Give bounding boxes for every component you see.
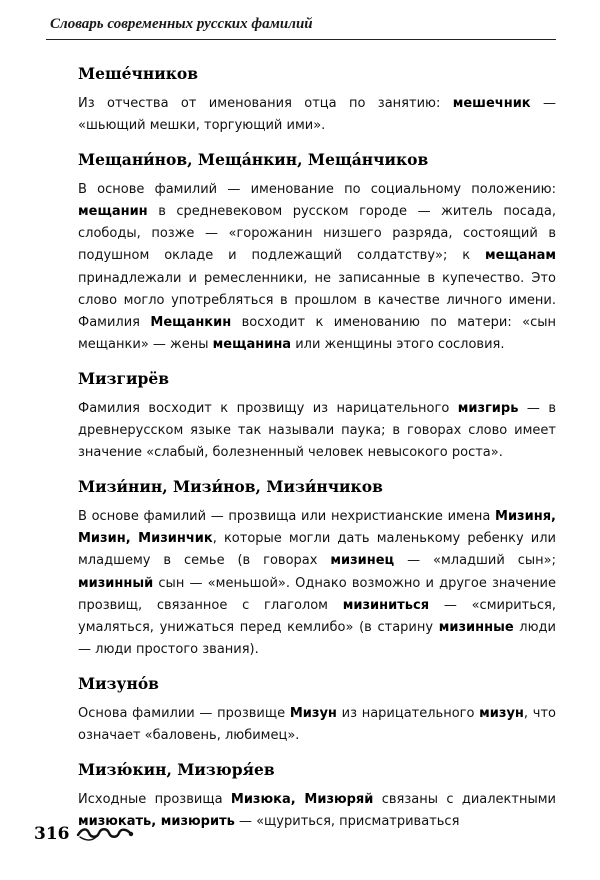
- dictionary-entry: [78, 477, 556, 661]
- entry-term: Мизиня, Мизин, Мизинчик: [78, 509, 556, 547]
- entry-term: мизинец: [330, 553, 395, 569]
- entry-text-run: восходит к именованию по матери: «сын мещанки» — жены: [78, 314, 556, 352]
- entry-title: Мизи́нин, Мизи́нов, Мизи́нчиков: [78, 477, 383, 497]
- entry-text-run: сын — «меньшой». Однако возможно и другое значение прозвищ, связанное с глаголом: [78, 575, 556, 613]
- entry-text-run: , что означает «баловень, любимец».: [78, 705, 556, 743]
- entry-title: Мизгирёв: [78, 368, 170, 388]
- page-number: 316: [34, 824, 70, 844]
- entry-title: Мизуно́в: [78, 673, 159, 693]
- entry-text-run: Из отчества от именования отца по занятию:: [78, 96, 453, 111]
- entry-text-run: в средневековом русском городе — житель посада, слободы, позже — «горожанин низшего разряда, состоящий в подушном окладе и подлежащий солдатству»; к: [78, 204, 556, 264]
- entry-text: [78, 789, 556, 833]
- entry-text-run: Фамилия восходит к прозвищу из нарицательного: [78, 400, 458, 416]
- entry-text-run: В основе фамилий — именование по социальному положению:: [78, 182, 556, 198]
- entry-term: мешечник: [452, 96, 531, 111]
- decorative-swirl-icon: [76, 826, 134, 842]
- entry-text-run: или женщины этого сословия.: [291, 336, 505, 352]
- entry-title: Меше́чников: [78, 64, 199, 83]
- entry-text-run: связаны с диалектными: [373, 792, 556, 808]
- dictionary-entry: [78, 674, 556, 747]
- entry-term: Мизун: [289, 705, 337, 721]
- entry-text-run: из нарицательного: [336, 705, 480, 721]
- entry-text-run: — «щуриться, присматриваться: [234, 814, 460, 830]
- entry-term: мизун: [479, 705, 524, 721]
- entry-text: [78, 93, 556, 137]
- dictionary-entry: [78, 64, 556, 137]
- entry-title: Мещани́нов, Меща́нкин, Меща́нчиков: [78, 150, 429, 170]
- entry-text-run: , которые могли дать маленькому ребенку или младшему в семье (в говорах: [78, 531, 557, 569]
- entry-text-run: — в древнерусском языке так называли паука; в говорах слово имеет значение «слабый, болезненный человек невысокого роста».: [78, 400, 556, 461]
- entry-text-run: В основе фамилий — прозвища или нехристианские имена: [78, 509, 496, 525]
- entry-term: мещанин: [78, 204, 148, 220]
- dictionary-entry: [78, 150, 556, 356]
- entry-term: мизинный: [78, 575, 154, 591]
- entry-text: [78, 506, 556, 661]
- dictionary-entry: [78, 760, 556, 833]
- entry-term: мизинные: [438, 619, 514, 635]
- dictionary-entry: [78, 369, 556, 464]
- entry-term: мизгирь: [457, 400, 519, 416]
- entry-term: Мещанкин: [150, 314, 232, 330]
- entry-term: мещанина: [212, 336, 292, 352]
- entry-text-run: — «шьющий мешки, торгующий ими».: [78, 96, 556, 134]
- entry-text-run: — «младший сын»;: [394, 553, 556, 569]
- entry-term: мещанам: [485, 248, 556, 264]
- entry-term: мизиниться: [342, 597, 430, 613]
- entry-text-run: — «смириться, умаляться, унижаться перед кемлибо» (в старину: [78, 597, 556, 635]
- entry-text-run: Основа фамилии — прозвище: [78, 705, 290, 721]
- entry-text-run: люди — люди простого звания).: [78, 619, 556, 657]
- entry-text: [78, 398, 556, 464]
- header-rule: [46, 39, 556, 40]
- entry-text: [78, 703, 556, 747]
- running-head: Словарь современных русских фамилий: [50, 16, 313, 32]
- entry-text-run: принадлежали и ремесленники, не записанные в купечество. Это слово могло употребляться в прошлом в качестве личного имени. Фамилия: [78, 270, 556, 330]
- dictionary-entries: [78, 64, 556, 846]
- entry-title: Мизю́кин, Мизюря́ев: [78, 760, 275, 780]
- entry-term: мизюкать, мизюрить: [78, 814, 235, 830]
- entry-text: [78, 179, 556, 356]
- entry-text-run: Исходные прозвища: [78, 792, 231, 808]
- folio: [34, 824, 134, 844]
- entry-term: Мизюка, Мизюряй: [230, 792, 374, 808]
